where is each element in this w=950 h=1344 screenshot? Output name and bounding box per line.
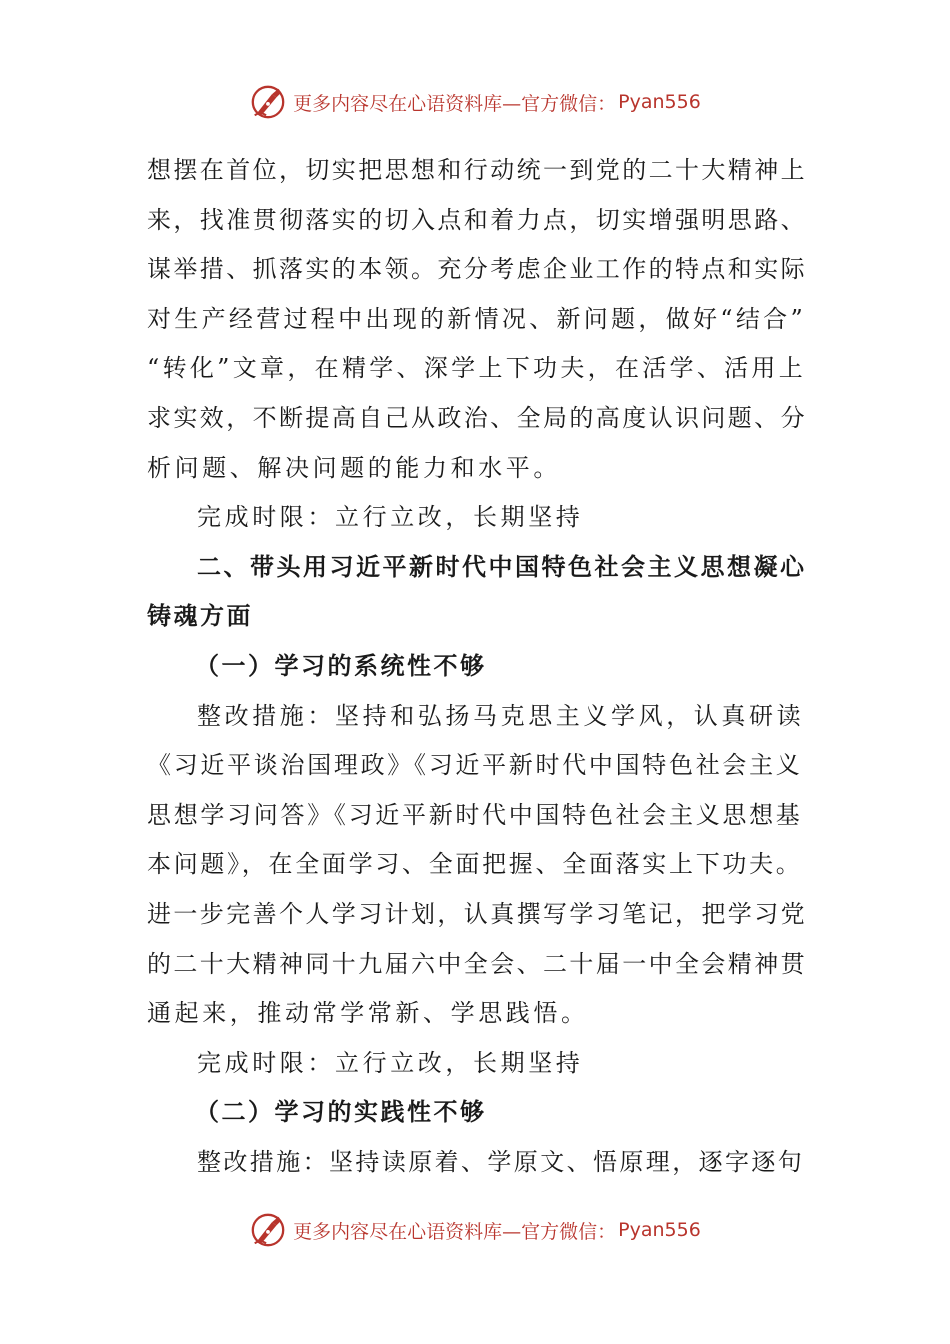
body-line: 《习近平谈治国理政》《习近平新时代中国特色社会主义 (147, 751, 803, 780)
document-body (147, 146, 807, 1187)
measures-line: 整改措施：坚持读原着、学原文、悟原理，逐字逐句 (197, 1147, 805, 1176)
section-heading-cont: 铸魂方面 (147, 602, 253, 631)
subsection-heading: （二）学习的实践性不够 (195, 1098, 487, 1127)
header-banner-text: 更多内容尽在心语资料库—官方微信： (293, 92, 617, 115)
pen-nib-circle-logo-icon (249, 1211, 287, 1249)
pen-nib-circle-logo-icon (249, 83, 287, 121)
body-line: 求实效，不断提高自己从政治、全局的高度认识问题、分 (147, 403, 807, 432)
header-banner (0, 80, 950, 124)
body-line: 进一步完善个人学习计划，认真撰写学习笔记，把学习党 (147, 899, 807, 928)
footer-wechat-id: Pyan556 (618, 1219, 701, 1241)
body-line: 对生产经营过程中出现的新情况、新问题，做好“结合” (147, 304, 807, 333)
measures-line: 整改措施：坚持和弘扬马克思主义学风，认真研读 (197, 701, 805, 730)
header-wechat-id: Pyan556 (618, 91, 701, 113)
deadline-line: 完成时限：立行立改，长期坚持 (197, 503, 584, 532)
footer-banner (0, 1208, 950, 1252)
body-line: 的二十大精神同十九届六中全会、二十届一中全会精神贯 (147, 949, 807, 978)
body-line: 来，找准贯彻落实的切入点和着力点，切实增强明思路、 (147, 205, 807, 234)
section-heading: 二、带头用习近平新时代中国特色社会主义思想凝心 (197, 552, 807, 581)
body-line: 析问题、解决问题的能力和水平。 (147, 453, 561, 482)
footer-banner-text: 更多内容尽在心语资料库—官方微信： (293, 1220, 617, 1243)
body-line: “转化”文章，在精学、深学上下功夫，在活学、活用上 (147, 354, 807, 383)
body-line: 通起来，推动常学常新、学思践悟。 (147, 999, 589, 1028)
deadline-line: 完成时限：立行立改，长期坚持 (197, 1048, 584, 1077)
body-line: 想摆在首位，切实把思想和行动统一到党的二十大精神上 (147, 156, 807, 184)
subsection-heading: （一）学习的系统性不够 (195, 651, 487, 680)
body-line: 谋举措、抓落实的本领。充分考虑企业工作的特点和实际 (147, 255, 807, 284)
body-line: 本问题》，在全面学习、全面把握、全面落实上下功夫。 (147, 850, 803, 879)
body-line: 思想学习问答》《习近平新时代中国特色社会主义思想基 (147, 800, 803, 829)
